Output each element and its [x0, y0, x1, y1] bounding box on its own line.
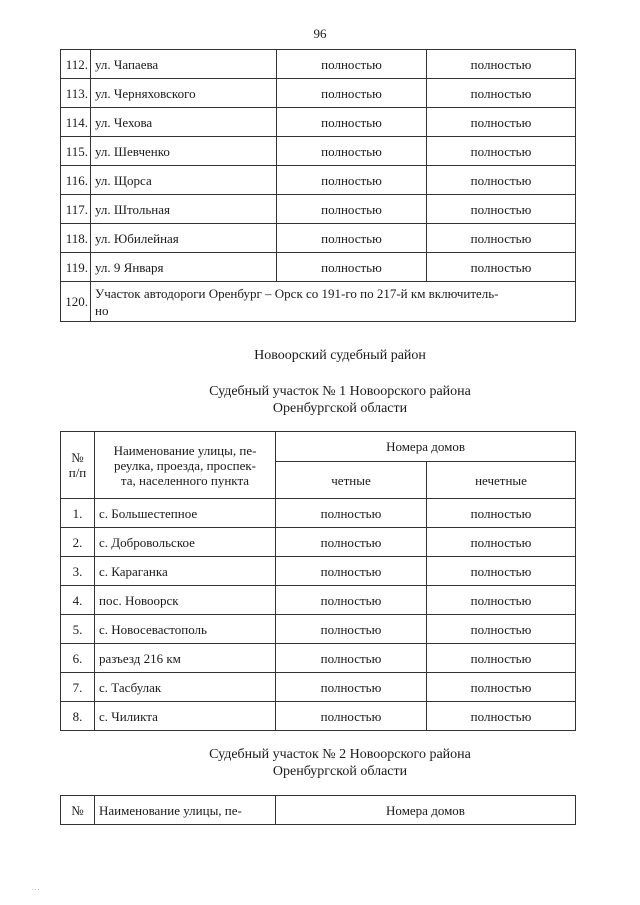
table-row	[61, 557, 576, 586]
header-even: четные	[276, 462, 427, 499]
row-street-name: ул. Черняховского	[91, 79, 277, 108]
row-street-name: с. Большестепное	[95, 499, 276, 528]
header-num-line2: п/п	[68, 465, 87, 480]
row-number: 3.	[61, 557, 95, 586]
section-2-table	[60, 795, 576, 825]
table-row	[61, 586, 576, 615]
row-odd-houses: полностью	[427, 673, 576, 702]
table-row-wide	[61, 282, 576, 322]
row-street-name: ул. Чапаева	[91, 50, 277, 79]
header-odd: нечетные	[427, 462, 576, 499]
row-number: 8.	[61, 702, 95, 731]
row-street-name: ул. Юбилейная	[91, 224, 277, 253]
row-street-name: ул. Шевченко	[91, 137, 277, 166]
row-even-houses: полностью	[277, 137, 427, 166]
table-row	[61, 79, 576, 108]
row-even-houses: полностью	[276, 557, 427, 586]
row-street-name: с. Тасбулак	[95, 673, 276, 702]
row-number: 119.	[61, 253, 91, 282]
row-odd-houses: полностью	[427, 702, 576, 731]
section-1-title-line1: Судебный участок № 1 Новоорского района	[209, 384, 471, 399]
row-number: 114.	[61, 108, 91, 137]
row-odd-houses: полностью	[427, 137, 576, 166]
row-odd-houses: полностью	[427, 166, 576, 195]
table-row	[61, 137, 576, 166]
row-street-name: с. Добровольское	[95, 528, 276, 557]
table-row	[61, 253, 576, 282]
table-row	[61, 195, 576, 224]
row-even-houses: полностью	[277, 50, 427, 79]
row-number: 115.	[61, 137, 91, 166]
row-odd-houses: полностью	[427, 50, 576, 79]
row-even-houses: полностью	[277, 108, 427, 137]
row-odd-houses: полностью	[427, 615, 576, 644]
row-number: 112.	[61, 50, 91, 79]
row-street-name: ул. Штольная	[91, 195, 277, 224]
row-odd-houses: полностью	[427, 253, 576, 282]
table-row	[61, 528, 576, 557]
row-even-houses: полностью	[277, 253, 427, 282]
row-street-name: ул. 9 Января	[91, 253, 277, 282]
table-row	[61, 166, 576, 195]
row-street-name: пос. Новоорск	[95, 586, 276, 615]
table-row	[61, 702, 576, 731]
table-row	[61, 644, 576, 673]
row-odd-houses: полностью	[427, 195, 576, 224]
road-section-line1: Участок автодороги Оренбург – Орск со 191-го по 217-й км включитель-	[95, 285, 499, 301]
header-name-line2: реулка, проезда, проспек-	[113, 457, 256, 473]
row-number: 2.	[61, 528, 95, 557]
footer-mark: ...	[32, 884, 41, 892]
row-even-houses: полностью	[276, 673, 427, 702]
row-odd-houses: полностью	[427, 108, 576, 137]
row-even-houses: полностью	[277, 79, 427, 108]
row-even-houses: полностью	[276, 644, 427, 673]
row-odd-houses: полностью	[427, 586, 576, 615]
row-even-houses: полностью	[276, 615, 427, 644]
section-1-title-line2: Оренбургской области	[272, 401, 408, 416]
row-street-name: с. Караганка	[95, 557, 276, 586]
row-even-houses: полностью	[276, 702, 427, 731]
row-number: 5.	[61, 615, 95, 644]
header-name	[95, 432, 276, 499]
row-odd-houses: полностью	[427, 79, 576, 108]
section-2-title	[0, 746, 640, 780]
row-number: 117.	[61, 195, 91, 224]
row-odd-houses: полностью	[427, 224, 576, 253]
row-odd-houses: полностью	[427, 644, 576, 673]
row-street-name: ул. Чехова	[91, 108, 277, 137]
row-odd-houses: полностью	[427, 499, 576, 528]
row-street-name: ул. Щорса	[91, 166, 277, 195]
row-number: 4.	[61, 586, 95, 615]
header-houses: Номера домов	[276, 432, 576, 462]
header-name-line1: Наименование улицы, пе-	[113, 442, 257, 458]
page-number: 96	[313, 26, 327, 41]
district-title	[0, 347, 640, 364]
district-title-text: Новоорский судебный район	[254, 348, 426, 363]
row-even-houses: полностью	[277, 195, 427, 224]
row-even-houses: полностью	[276, 586, 427, 615]
section-1-title	[0, 383, 640, 417]
section-2-title-line2: Оренбургской области	[272, 764, 408, 779]
table-row	[61, 673, 576, 702]
section-1-table	[60, 431, 576, 731]
row-number: 113.	[61, 79, 91, 108]
table-row	[61, 615, 576, 644]
row-number: 7.	[61, 673, 95, 702]
row-street-name: с. Новосевастополь	[95, 615, 276, 644]
header-name-line3: та, населенного пункта	[120, 472, 250, 488]
row-odd-houses: полностью	[427, 528, 576, 557]
road-section-description	[91, 282, 576, 322]
streets-table-continued	[60, 49, 576, 322]
row-number: 116.	[61, 166, 91, 195]
row-even-houses: полностью	[276, 499, 427, 528]
row-even-houses: полностью	[277, 224, 427, 253]
row-number: 6.	[61, 644, 95, 673]
table-row	[61, 224, 576, 253]
row-street-name: с. Чиликта	[95, 702, 276, 731]
section-2-header-num: №	[61, 796, 95, 825]
row-even-houses: полностью	[277, 166, 427, 195]
row-even-houses: полностью	[276, 528, 427, 557]
section-2-header-name: Наименование улицы, пе-	[95, 796, 276, 825]
header-num	[61, 432, 95, 499]
row-number: 120.	[61, 282, 91, 322]
header-num-line1: №	[71, 450, 84, 465]
row-street-name: разъезд 216 км	[95, 644, 276, 673]
table-row	[61, 108, 576, 137]
row-number: 1.	[61, 499, 95, 528]
road-section-line2: но	[95, 302, 109, 318]
section-2-title-line1: Судебный участок № 2 Новоорского района	[209, 747, 471, 762]
table-row	[61, 50, 576, 79]
row-number: 118.	[61, 224, 91, 253]
section-2-header-houses: Номера домов	[276, 796, 576, 825]
table-row	[61, 499, 576, 528]
row-odd-houses: полностью	[427, 557, 576, 586]
